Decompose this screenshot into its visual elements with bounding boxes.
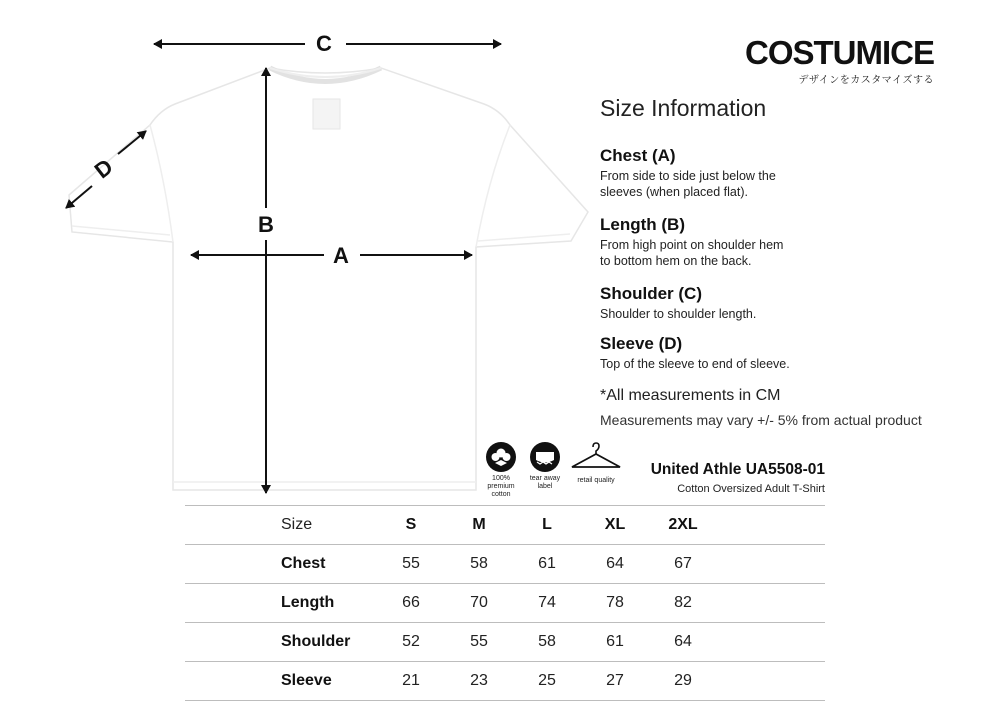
table-cell: 78 [581,584,649,623]
table-cell: 82 [649,584,717,623]
size-header-label: Size [185,506,377,545]
measurement-unit-note: *All measurements in CM [600,387,781,404]
definition-title: Shoulder (C) [600,284,702,303]
row-label: Shoulder [185,623,377,662]
tshirt-diagram [0,0,600,510]
definition-desc: sleeves (when placed flat). [600,185,748,199]
table-cell: 61 [581,623,649,662]
table-header-row [185,506,825,545]
table-row-chest [185,545,825,584]
tear-away-label-badge: tear away label [526,441,564,491]
table-cell: 66 [377,584,445,623]
definition-chest [600,146,860,200]
size-header: M [445,506,513,545]
product-subtitle: Cotton Oversized Adult T-Shirt [677,483,825,495]
cotton-icon [485,441,517,473]
table-cell: 58 [513,623,581,662]
definition-title: Length (B) [600,215,685,234]
table-cell: 27 [581,662,649,701]
definition-shoulder [600,284,860,322]
label-d: D [89,153,118,184]
table-cell: 25 [513,662,581,701]
brand-logo [738,36,934,86]
definition-desc: Top of the sleeve to end of sleeve. [600,357,790,371]
size-header: L [513,506,581,545]
size-header: XL [581,506,649,545]
table-cell: 55 [445,623,513,662]
definition-title: Sleeve (D) [600,334,683,353]
neck-tag [313,99,340,129]
table-cell: 21 [377,662,445,701]
tshirt-shape [69,68,588,490]
label-c: C [316,31,332,56]
table-row-shoulder [185,623,825,662]
definition-title: Chest (A) [600,146,676,165]
table-cell: 64 [649,623,717,662]
table-cell: 70 [445,584,513,623]
label-a: A [333,243,349,268]
product-name: United Athle UA5508-01 [650,461,825,478]
table-cell: 52 [377,623,445,662]
definition-desc: Shoulder to shoulder length. [600,307,757,321]
table-cell: 67 [649,545,717,584]
table-cell: 55 [377,545,445,584]
table-cell: 61 [513,545,581,584]
brand-tagline: デザインをカスタマイズする [798,75,934,86]
definition-desc: From high point on shoulder hem [600,238,784,252]
size-header: 2XL [649,506,717,545]
size-info-title: Size Information [600,95,767,121]
row-label: Sleeve [185,662,377,701]
table-cell: 74 [513,584,581,623]
definition-desc: From side to side just below the [600,169,776,183]
row-label: Length [185,584,377,623]
definition-desc: to bottom hem on the back. [600,254,752,268]
premium-cotton-badge: 100% premium cotton [482,441,520,499]
table-row-sleeve [185,662,825,701]
table-row-length [185,584,825,623]
row-label: Chest [185,545,377,584]
size-header: S [377,506,445,545]
definition-sleeve [600,334,860,372]
table-cell: 64 [581,545,649,584]
table-cell: 58 [445,545,513,584]
tear-away-label-icon [529,441,561,473]
measurement-variance-note: Measurements may vary +/- 5% from actual product [600,412,922,428]
definition-length [600,215,860,269]
retail-quality-badge: retail quality [568,441,624,485]
table-cell: 23 [445,662,513,701]
brand-name: COSTUMICE [745,34,934,71]
table-cell: 29 [649,662,717,701]
size-chart-table [185,505,825,701]
label-b: B [258,212,274,237]
